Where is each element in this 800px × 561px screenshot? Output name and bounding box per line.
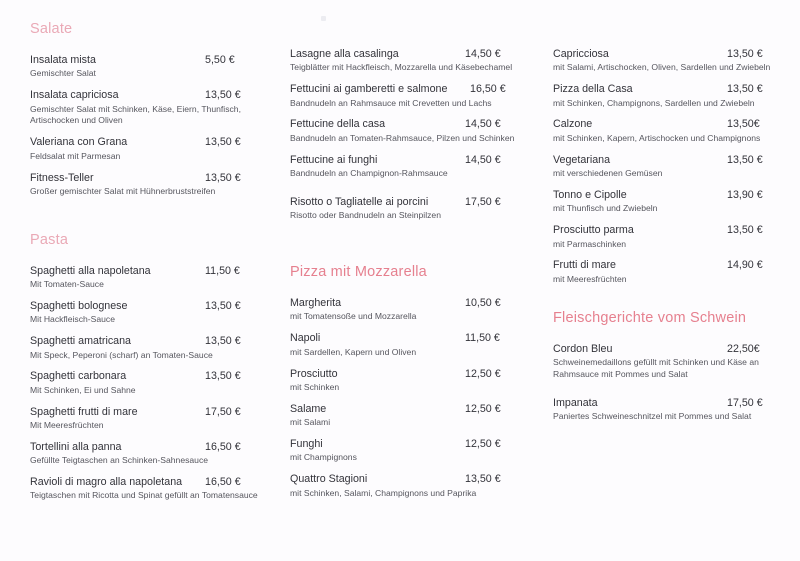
- item-price: 13,50 €: [205, 299, 241, 312]
- item-price: 10,50 €: [465, 297, 501, 310]
- item-description: Bandnudeln an Rahmsauce mit Crevetten und Lachs: [290, 97, 492, 108]
- item-name: Spaghetti carbonara: [30, 370, 127, 383]
- item-name: Tortellini alla panna: [30, 440, 122, 453]
- item-name: Ravioli di magro alla napoletana: [30, 476, 183, 489]
- item-name: Frutti di mare: [553, 259, 616, 272]
- item-price: 12,50 €: [465, 438, 501, 451]
- item-description: mit Meeresfrüchten: [553, 273, 627, 284]
- item-name: Spaghetti frutti di mare: [30, 405, 138, 418]
- item-price: 14,90 €: [727, 259, 763, 272]
- menu-item[interactable]: [290, 473, 540, 499]
- item-description: Mit Speck, Peperoni (scharf) an Tomaten-Sauce: [30, 349, 213, 360]
- item-name: Fettucini ai gamberetti e salmone: [290, 83, 448, 96]
- menu-item[interactable]: [290, 438, 540, 464]
- item-description: mit Salami, Artischocken, Oliven, Sardellen und Zwiebeln: [553, 62, 771, 73]
- item-description: Mit Hackfleisch-Sauce: [30, 314, 116, 325]
- section-title-salate: Salate: [30, 21, 73, 37]
- item-description: Mit Tomaten-Sauce: [30, 279, 104, 290]
- item-name: Fettucine della casa: [290, 118, 386, 131]
- menu-item[interactable]: [30, 441, 280, 467]
- item-name: Cordon Bleu: [553, 342, 613, 355]
- item-name: Prosciutto parma: [553, 224, 634, 237]
- item-description: mit Tomatensoße und Mozzarella: [290, 311, 417, 322]
- section-pizza: [290, 265, 540, 499]
- item-description: Teigblätter mit Hackfleisch, Mozzarella und Käsebechamel: [290, 62, 513, 73]
- item-name: Prosciutto: [290, 367, 338, 380]
- item-price: 17,50 €: [205, 405, 241, 418]
- item-description: Bandnudeln an Tomaten-Rahmsauce, Pilzen und Schinken: [290, 132, 515, 143]
- menu-item[interactable]: [290, 332, 540, 358]
- item-price: 13,50 €: [727, 153, 763, 166]
- item-description: mit Parmaschinken: [553, 238, 627, 249]
- section-fleischgerichte: [553, 311, 793, 423]
- item-description: Mit Meeresfrüchten: [30, 419, 104, 430]
- item-description: mit verschiedenen Gemüsen: [553, 168, 663, 179]
- item-name: Salame: [290, 402, 327, 415]
- section-title-fleischgerichte: Fleischgerichte vom Schwein: [553, 309, 747, 326]
- section-title-pizza: Pizza mit Mozzarella: [290, 264, 427, 281]
- section-title-pasta: Pasta: [30, 231, 69, 248]
- item-name: Fitness-Teller: [30, 171, 94, 184]
- item-price: 17,50 €: [727, 396, 763, 409]
- item-description: mit Sardellen, Kapern und Oliven: [290, 346, 417, 357]
- item-description: Gemischter Salat: [30, 68, 96, 79]
- item-price: 14,50 €: [465, 153, 501, 166]
- item-name: Calzone: [553, 118, 593, 131]
- item-name: Spaghetti alla napoletana: [30, 264, 151, 277]
- item-description: mit Schinken, Champignons, Sardellen und Zwiebeln: [553, 97, 755, 108]
- item-name: Impanata: [553, 396, 598, 409]
- menu-item[interactable]: [553, 48, 793, 74]
- menu-item[interactable]: [30, 172, 280, 198]
- menu-item[interactable]: [553, 83, 793, 109]
- menu-column-right: [553, 48, 793, 432]
- item-name: Fettucine ai funghi: [290, 153, 378, 166]
- menu-item[interactable]: [290, 154, 540, 180]
- item-price: 13,50€: [727, 118, 760, 131]
- item-price: 13,50 €: [465, 473, 501, 486]
- item-name: Tonno e Cipolle: [553, 188, 627, 201]
- item-description: Teigtaschen mit Ricotta und Spinat gefüllt an Tomatensauce: [30, 490, 258, 501]
- section-salate: [30, 22, 280, 198]
- menu-item[interactable]: [30, 54, 280, 80]
- item-description: mit Champignons: [290, 452, 357, 463]
- menu-item[interactable]: [553, 259, 793, 285]
- menu-item[interactable]: [290, 48, 540, 74]
- menu-item[interactable]: [290, 196, 540, 222]
- item-name: Quattro Stagioni: [290, 473, 368, 486]
- menu-item[interactable]: [30, 335, 280, 361]
- menu-item[interactable]: [553, 224, 793, 250]
- item-price: 16,50 €: [470, 83, 506, 96]
- item-description: Großer gemischter Salat mit Hühnerbruststreifen: [30, 185, 216, 196]
- item-price: 13,50 €: [727, 83, 763, 96]
- item-price: 13,50 €: [727, 48, 763, 60]
- menu-column-middle: [290, 48, 540, 509]
- item-name: Capricciosa: [553, 48, 609, 60]
- menu-item[interactable]: [290, 403, 540, 429]
- item-name: Vegetariana: [553, 153, 611, 166]
- item-name: Lasagne alla casalinga: [290, 48, 399, 60]
- item-name: Napoli: [290, 332, 321, 345]
- item-name: Insalata mista: [30, 53, 96, 66]
- item-price: 22,50€: [727, 342, 760, 355]
- item-name: Margherita: [290, 297, 342, 310]
- item-description: mit Salami: [290, 417, 331, 428]
- item-description: mit Schinken, Kapern, Artischocken und Champignons: [553, 132, 761, 143]
- menu-item[interactable]: [30, 370, 280, 396]
- menu-item[interactable]: [553, 118, 793, 144]
- item-description: Schweinemedaillons gefüllt mit Schinken und Käse an Rahmsauce mit Pommes und Salat: [553, 356, 759, 379]
- menu-column-left: [30, 22, 280, 511]
- item-price: 17,50 €: [465, 195, 501, 208]
- item-description: Gefüllte Teigtaschen an Schinken-Sahnesauce: [30, 455, 209, 466]
- item-description: Paniertes Schweineschnitzel mit Pommes und Salat: [553, 411, 752, 422]
- section-pizza-continued: [553, 48, 793, 286]
- menu-item[interactable]: [30, 265, 280, 291]
- item-price: 13,50 €: [205, 171, 241, 184]
- item-price: 13,50 €: [205, 136, 241, 149]
- item-name: Funghi: [290, 438, 323, 451]
- menu-item[interactable]: [553, 343, 793, 381]
- menu-item[interactable]: [30, 136, 280, 162]
- menu-item[interactable]: [290, 118, 540, 144]
- item-description: Feldsalat mit Parmesan: [30, 150, 121, 161]
- item-name: Risotto o Tagliatelle ai porcini: [290, 195, 429, 208]
- item-name: Insalata capriciosa: [30, 89, 119, 102]
- item-description: mit Thunfisch und Zwiebeln: [553, 203, 658, 214]
- menu-item[interactable]: [290, 83, 540, 109]
- menu-item[interactable]: [553, 397, 793, 423]
- item-name: Valeriana con Grana: [30, 136, 128, 149]
- item-price: 13,50 €: [205, 89, 241, 102]
- item-price: 13,50 €: [205, 335, 241, 348]
- menu-item[interactable]: [30, 89, 280, 127]
- item-price: 12,50 €: [465, 367, 501, 380]
- scan-artifact: [321, 16, 326, 21]
- item-name: Spaghetti amatricana: [30, 335, 131, 348]
- item-price: 16,50 €: [205, 440, 241, 453]
- menu-item[interactable]: [30, 406, 280, 432]
- menu-item[interactable]: [553, 154, 793, 180]
- item-name: Pizza della Casa: [553, 83, 633, 96]
- item-price: 13,50 €: [205, 370, 241, 383]
- item-description: Mit Schinken, Ei und Sahne: [30, 384, 136, 395]
- item-price: 11,50 €: [465, 332, 500, 345]
- item-price: 13,90 €: [727, 188, 763, 201]
- item-name: Spaghetti bolognese: [30, 299, 128, 312]
- menu-item[interactable]: [290, 368, 540, 394]
- menu-item[interactable]: [30, 476, 280, 502]
- item-description: Bandnudeln an Champignon-Rahmsauce: [290, 168, 448, 179]
- item-price: 14,50 €: [465, 48, 501, 60]
- section-pasta: [30, 233, 280, 503]
- item-description: Gemischter Salat mit Schinken, Käse, Eiern, Thunfisch, Artischocken und Oliven: [30, 103, 241, 126]
- item-price: 5,50 €: [205, 53, 235, 66]
- item-price: 13,50 €: [727, 224, 763, 237]
- item-price: 14,50 €: [465, 118, 501, 131]
- menu-item[interactable]: [290, 297, 540, 323]
- menu-item[interactable]: [30, 300, 280, 326]
- item-price: 12,50 €: [465, 402, 501, 415]
- item-description: mit Schinken, Salami, Champignons und Paprika: [290, 487, 477, 498]
- menu-item[interactable]: [553, 189, 793, 215]
- item-price: 16,50 €: [205, 476, 241, 489]
- section-pasta-continued: [290, 48, 540, 222]
- item-description: Risotto oder Bandnudeln an Steinpilzen: [290, 210, 441, 221]
- item-description: mit Schinken: [290, 381, 340, 392]
- item-price: 11,50 €: [205, 264, 240, 277]
